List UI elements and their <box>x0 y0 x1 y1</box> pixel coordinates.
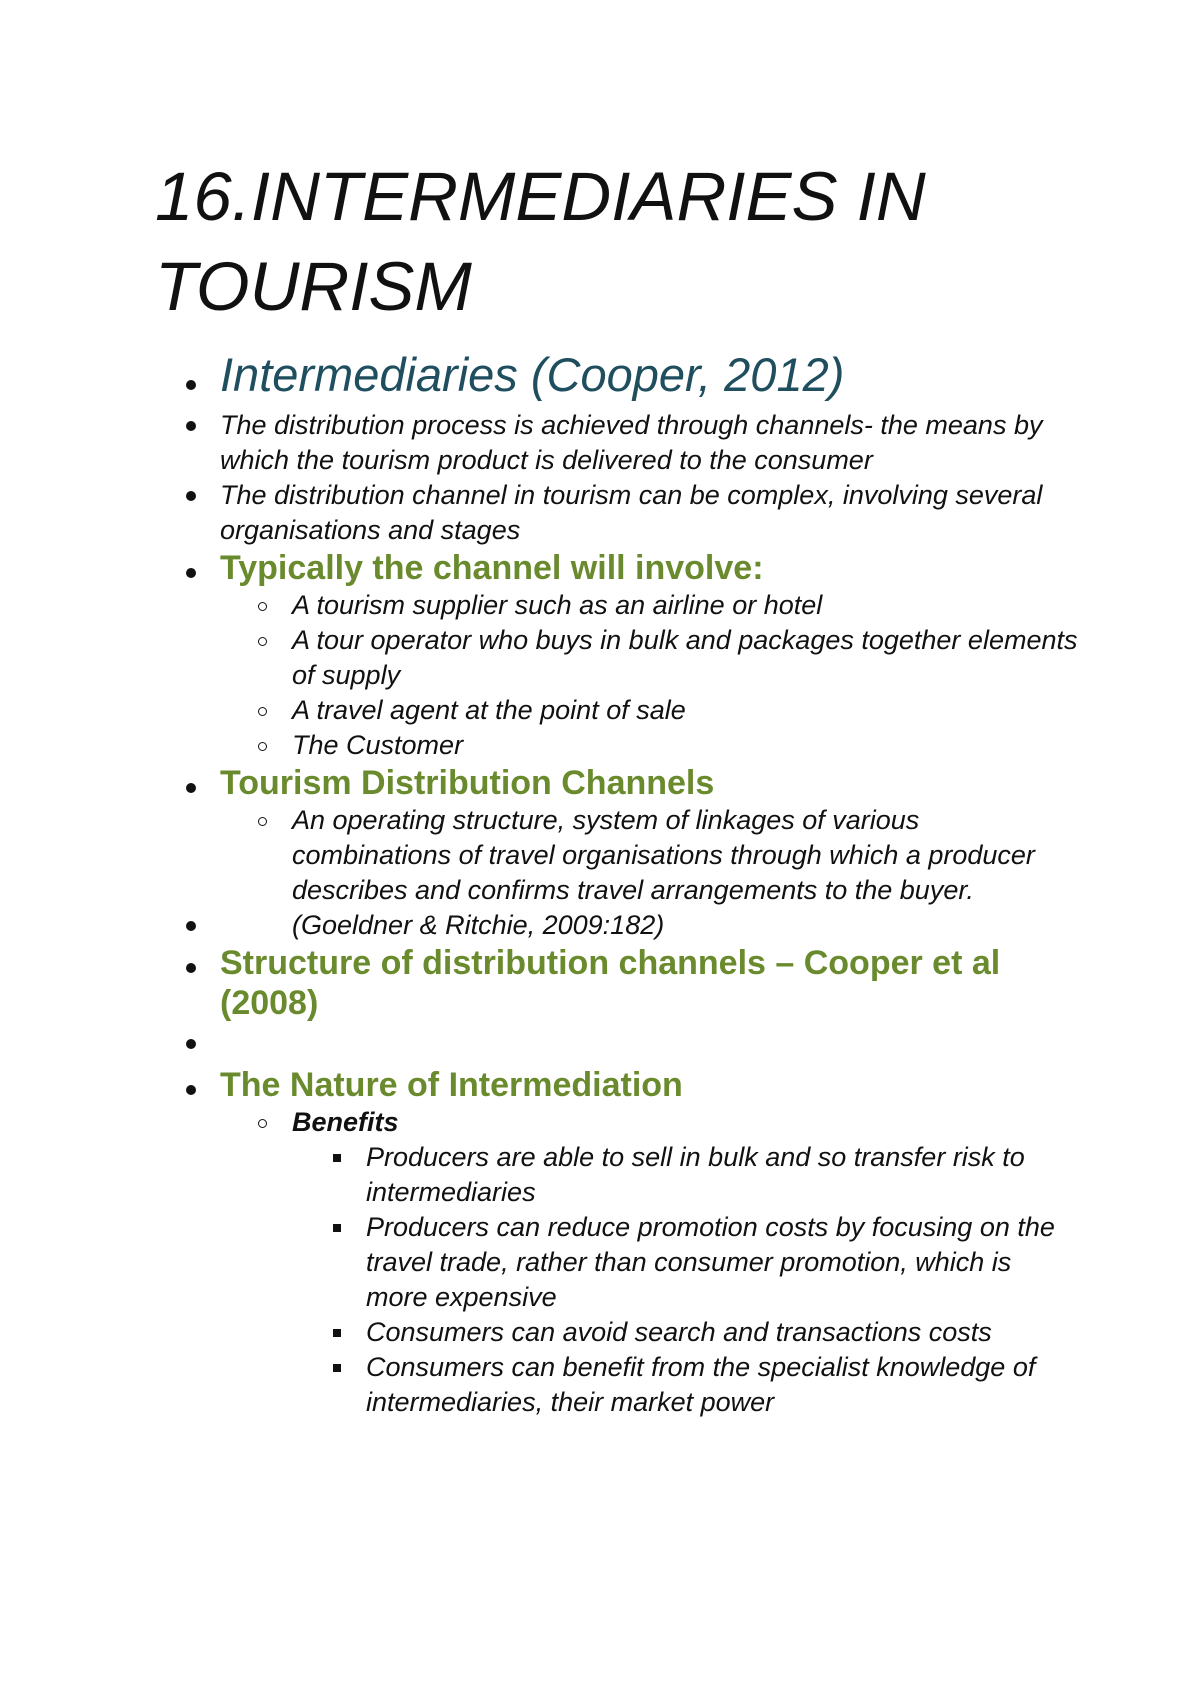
circle-bullet-icon <box>258 1119 267 1128</box>
sublist-item-benefits <box>0 1105 1200 1140</box>
list-item-empty <box>0 1023 1200 1065</box>
sublist-item-text: An operating structure, system of linkages of various combinations of travel organisations through which a producer describes and confirms travel arrangements to the buyer. <box>292 805 1035 905</box>
sublist-benefits <box>0 1105 1200 1420</box>
benefit-text: Consumers can avoid search and transactions costs <box>366 1317 992 1347</box>
square-bullet-icon <box>333 1364 341 1372</box>
benefit-item <box>0 1315 1200 1350</box>
sublist-item <box>0 728 1200 763</box>
square-bullet-icon <box>333 1154 341 1162</box>
circle-bullet-icon <box>258 817 267 826</box>
benefit-item <box>0 1350 1200 1420</box>
list-item-text: The distribution channel in tourism can be complex, involving several organisations and stages <box>220 480 1043 545</box>
bullet-icon <box>186 568 196 578</box>
list-item-text: (Goeldner & Ritchie, 2009:182) <box>292 910 665 940</box>
square-bullet-icon <box>333 1224 341 1232</box>
bullet-icon <box>186 921 196 931</box>
sublist-item-text: A tour operator who buys in bulk and packages together elements of supply <box>292 625 1078 690</box>
list-item-heading: Tourism Distribution Channels <box>220 764 715 802</box>
sublist-item <box>0 693 1200 728</box>
bullet-icon <box>186 783 196 793</box>
bullet-icon <box>186 421 196 431</box>
bullet-icon <box>186 491 196 501</box>
square-bullet-icon <box>333 1329 341 1337</box>
list-item-distribution-channel <box>0 478 1200 548</box>
circle-bullet-icon <box>258 637 267 646</box>
bullet-icon <box>186 1039 196 1049</box>
list-item-structure-of-channels <box>0 943 1200 1023</box>
list-item-citation <box>0 908 1200 943</box>
bullet-icon <box>186 380 196 390</box>
list-item-tourism-distribution-channels <box>0 763 1200 803</box>
circle-bullet-icon <box>258 602 267 611</box>
benefits-list <box>0 1140 1200 1420</box>
list-item-distribution-process <box>0 408 1200 478</box>
list-item-heading: Structure of distribution channels – Cooper et al (2008) <box>220 944 1001 1022</box>
list-item-text: The distribution process is achieved through channels- the means by which the tourism product is delivered to the consumer <box>220 410 1043 475</box>
benefit-item <box>0 1140 1200 1210</box>
sublist-item <box>0 623 1200 693</box>
benefit-text: Producers can reduce promotion costs by focusing on the travel trade, rather than consumer promotion, which is more expensive <box>366 1212 1055 1312</box>
sublist-item-text: A tourism supplier such as an airline or hotel <box>292 590 823 620</box>
bullet-icon <box>186 1085 196 1095</box>
sublist-item <box>0 803 1200 908</box>
page-title: 16.INTERMEDIARIES IN TOURISM <box>155 158 926 325</box>
list-item-typically-channel <box>0 548 1200 588</box>
sublist-item-text: The Customer <box>292 730 464 760</box>
list-item-nature-of-intermediation <box>0 1065 1200 1105</box>
sublist-item <box>0 588 1200 623</box>
benefit-item <box>0 1210 1200 1315</box>
sublist-definition <box>0 803 1200 908</box>
list-item-heading: Typically the channel will involve: <box>220 549 764 587</box>
main-bullet-list <box>0 342 1200 1420</box>
circle-bullet-icon <box>258 707 267 716</box>
bullet-icon <box>186 963 196 973</box>
circle-bullet-icon <box>258 742 267 751</box>
sublist-item-text: A travel agent at the point of sale <box>292 695 686 725</box>
benefit-text: Consumers can benefit from the specialist knowledge of intermediaries, their market power <box>366 1352 1036 1417</box>
list-item-heading: The Nature of Intermediation <box>220 1066 683 1104</box>
list-item-text: Intermediaries (Cooper, 2012) <box>220 348 845 401</box>
sublist-label: Benefits <box>292 1107 399 1137</box>
sublist-channel-members <box>0 588 1200 763</box>
benefit-text: Producers are able to sell in bulk and so transfer risk to intermediaries <box>366 1142 1025 1207</box>
list-item-intermediaries <box>0 342 1200 408</box>
